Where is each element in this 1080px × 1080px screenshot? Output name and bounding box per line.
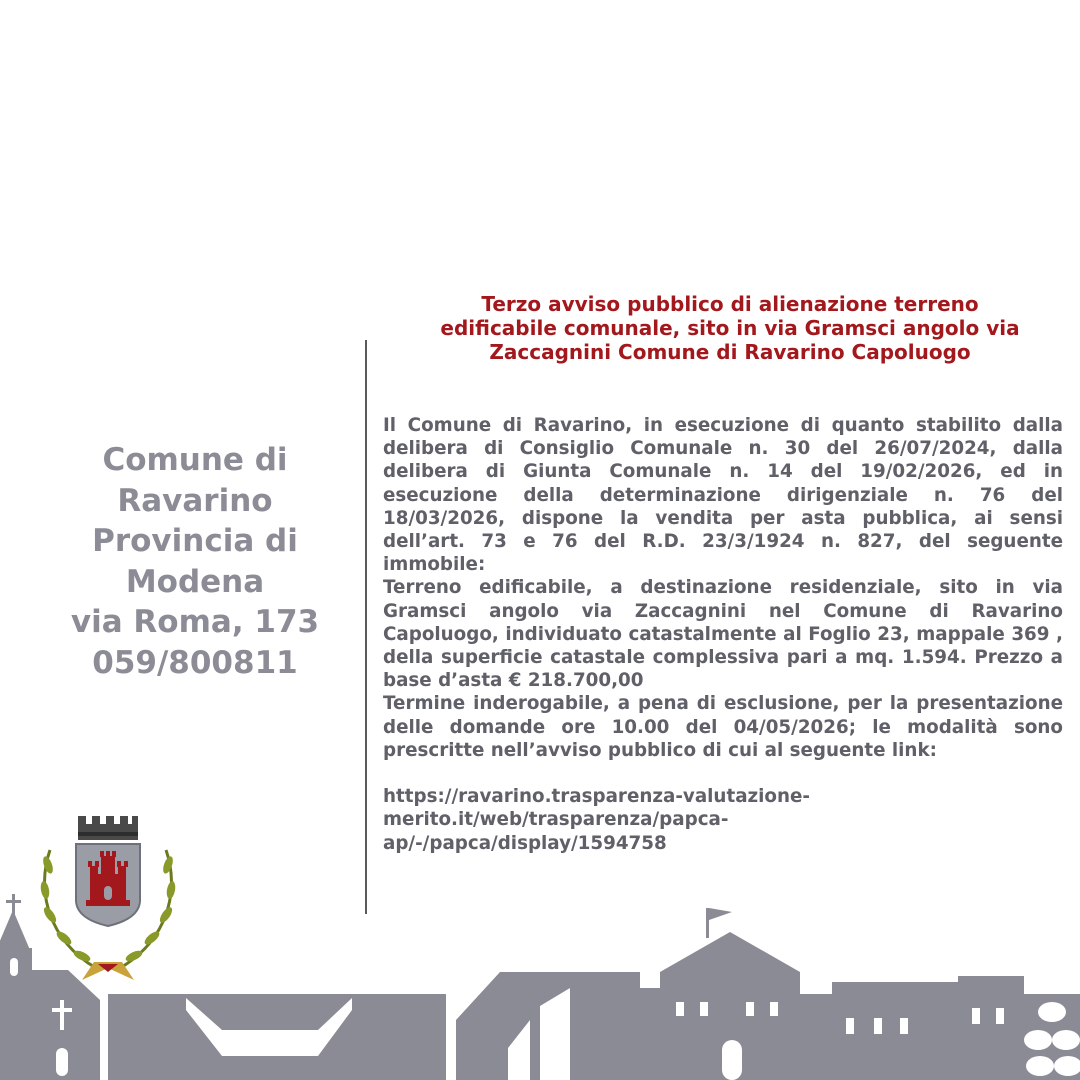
notice-title bbox=[380, 292, 1080, 364]
notice-link[interactable] bbox=[383, 785, 1063, 855]
notice-link-line[interactable]: https://ravarino.trasparenza-valutazione- bbox=[383, 786, 810, 808]
municipality-line: Modena bbox=[125, 563, 265, 600]
notice-title-line: edificabile comunale, sito in via Gramsci angolo via bbox=[440, 316, 1020, 340]
phone-line: 059/800811 bbox=[92, 644, 298, 681]
municipality-line: Comune di bbox=[102, 442, 288, 478]
municipality-line: Provincia di bbox=[92, 523, 298, 559]
municipality-line: Ravarino bbox=[117, 482, 273, 519]
notice-paragraph-property: Terreno edificabile, a destinazione residenziale, sito in via Gramsci angolo via Zaccagnini nel Comune di Ravarino Capoluogo, individuato catastalmente al Foglio 23, mappale 369 , della superficie catastale complessiva pari a mq. 1.594. Prezzo a base d’asta € 218.700,00 bbox=[383, 577, 1063, 692]
notice-title-line: Terzo avviso pubblico di alienazione terreno bbox=[481, 292, 979, 316]
notice-paragraph-intro: Il Comune di Ravarino, in esecuzione di quanto stabilito dalla delibera di Consiglio Comunale n. 30 del 26/07/2024, dalla delibera di Giunta Comunale n. 14 del 19/02/2026, ed in esecuzione della determinazione dirigenziale n. 76 del 18/03/2026, dispone la vendita per asta pubblica, ai sensi dell’art. 73 e 76 del R.D. 23/3/1924 n. 827, del seguente immobile: bbox=[383, 415, 1063, 576]
notice-link-line[interactable]: merito.it/web/trasparenza/papca- bbox=[383, 809, 729, 831]
municipality-info bbox=[20, 440, 370, 683]
notice-body bbox=[383, 414, 1063, 855]
crest-icon bbox=[38, 810, 178, 985]
notice-title-line: Zaccagnini Comune di Ravarino Capoluogo bbox=[489, 340, 971, 364]
address-line: via Roma, 173 bbox=[70, 604, 320, 640]
notice-paragraph-deadline: Termine inderogabile, a pena di esclusione, per la presentazione delle domande ore 10.00 del 04/05/2026; le modalità sono prescritte nell’avviso pubblico di cui al seguente link: bbox=[383, 693, 1063, 761]
notice-link-line[interactable]: ap/-/papca/display/1594758 bbox=[383, 832, 667, 854]
